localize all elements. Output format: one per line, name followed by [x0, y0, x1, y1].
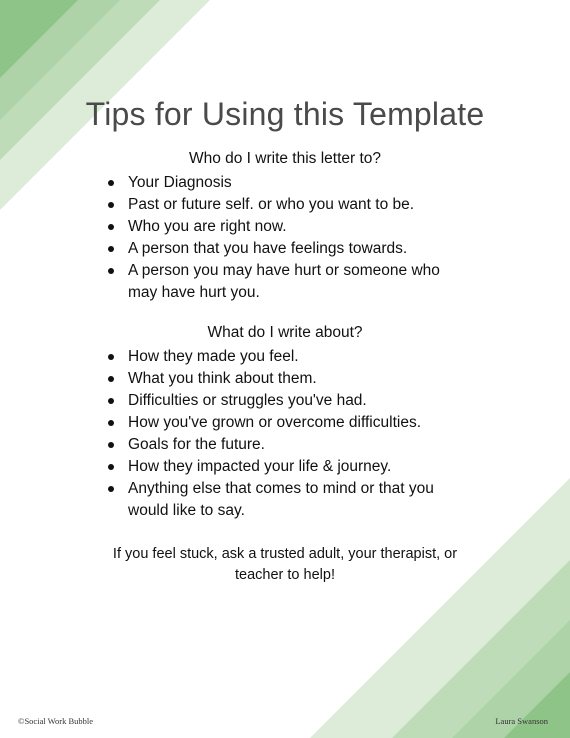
section1-heading: Who do I write this letter to? [188, 150, 382, 167]
closing-note: If you feel stuck, ask a trusted adult, your therapist, or teacher to help! [112, 546, 458, 583]
list-item: What you think about them. [106, 368, 466, 390]
footer-author: Laura Swanson [495, 716, 548, 726]
list-item: How you've grown or overcome difficulties. [106, 412, 466, 434]
footer-copyright: ©Social Work Bubble [18, 716, 94, 726]
list-item: A person that you have feelings towards. [106, 238, 466, 260]
list-item: Goals for the future. [106, 434, 466, 456]
list-item: Who you are right now. [106, 216, 466, 238]
page-title: Tips for Using this Template [85, 96, 485, 132]
section1-list [106, 172, 466, 304]
list-item: How they made you feel. [106, 346, 466, 368]
section2-list [106, 346, 466, 522]
list-item: Difficulties or struggles you've had. [106, 390, 466, 412]
list-item: How they impacted your life & journey. [106, 456, 466, 478]
list-item: Your Diagnosis [106, 172, 466, 194]
list-item: A person you may have hurt or someone who may have hurt you. [106, 260, 466, 304]
section2-heading: What do I write about? [207, 324, 363, 341]
list-item: Anything else that comes to mind or that you would like to say. [106, 478, 466, 522]
list-item: Past or future self. or who you want to be. [106, 194, 466, 216]
